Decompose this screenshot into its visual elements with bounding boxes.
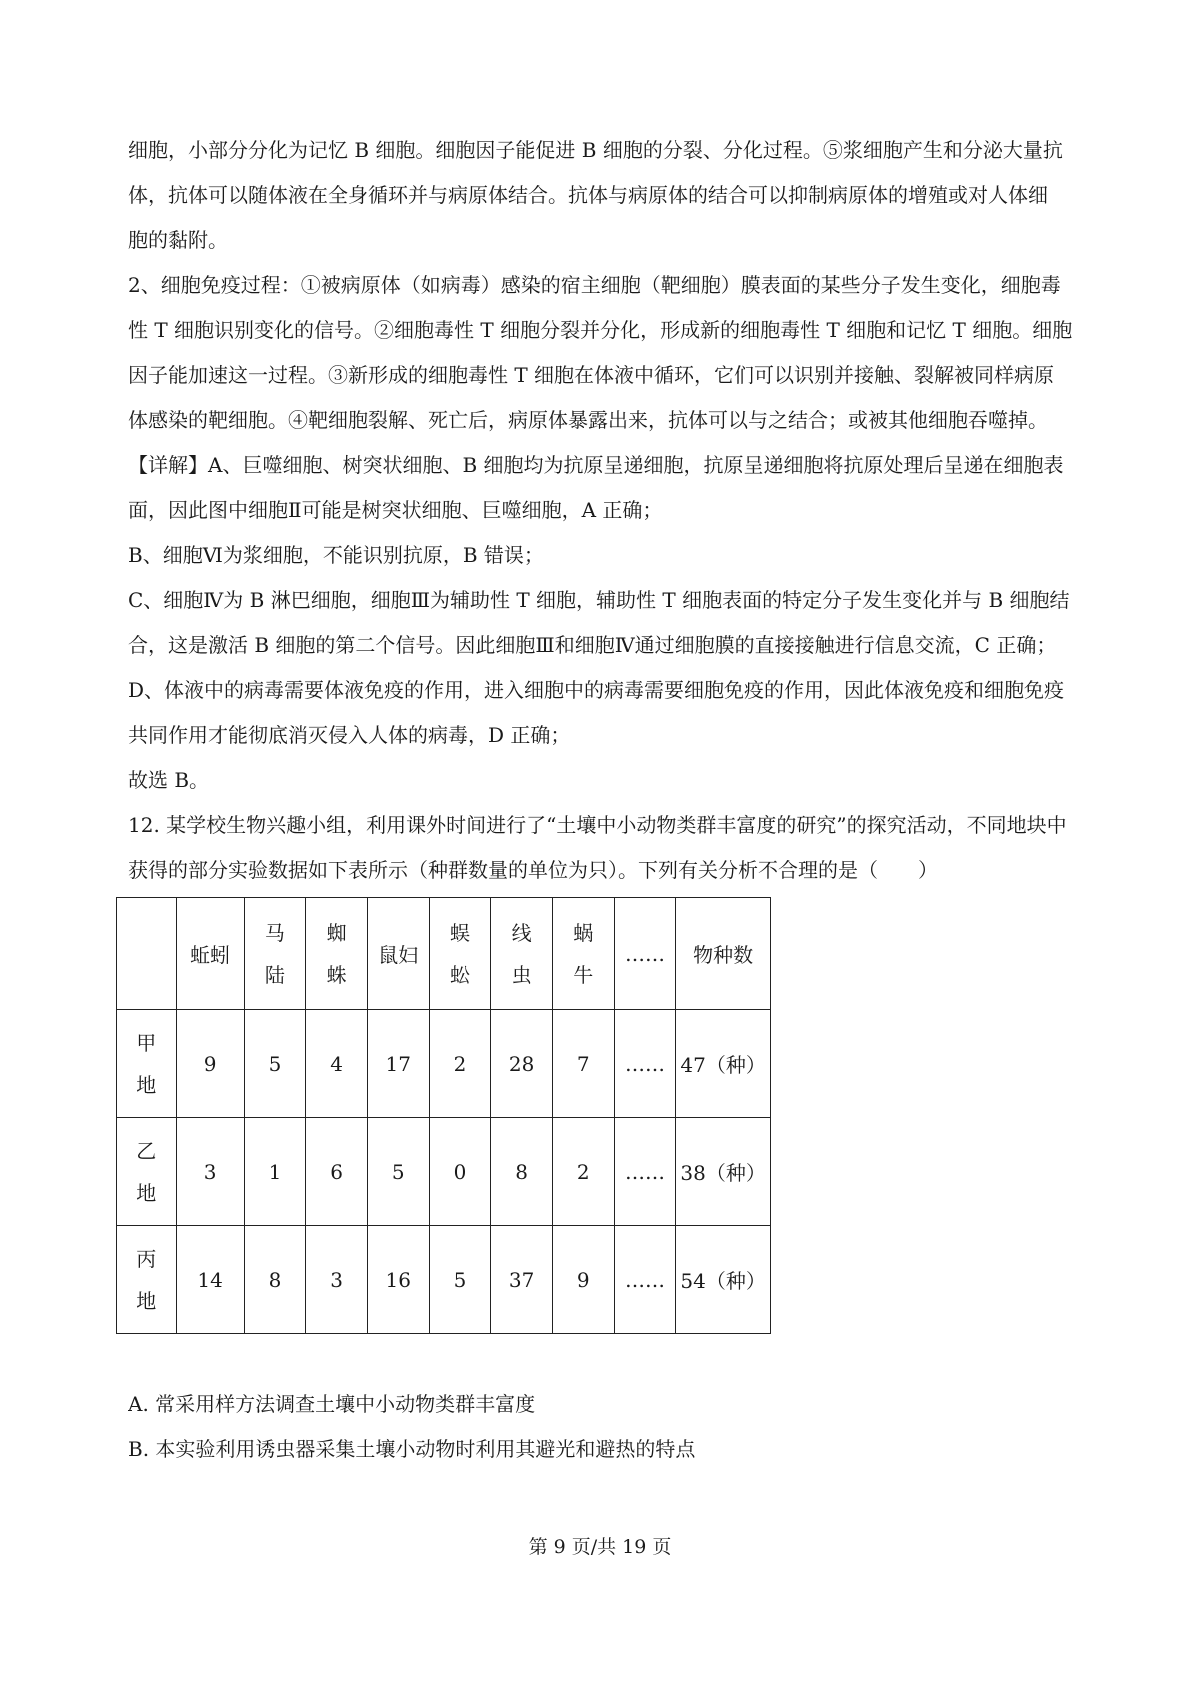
table-header-cell bbox=[429, 898, 491, 1010]
table-cell: 9 bbox=[552, 1226, 614, 1334]
table-row bbox=[117, 1118, 771, 1226]
table-cell: 8 bbox=[244, 1226, 306, 1334]
question-stem-line: 12. 某学校生物兴趣小组，利用课外时间进行了“土壤中小动物类群丰富度的研究”的探究活动，不同地块中 bbox=[128, 813, 1067, 837]
table-header-text: 马陆 bbox=[264, 920, 285, 987]
table-cell: 37 bbox=[491, 1226, 553, 1334]
table-header-cell: 物种数 bbox=[676, 898, 771, 1010]
paragraph-line: 面，因此图中细胞Ⅱ可能是树突状细胞、巨噬细胞，A 正确； bbox=[128, 498, 663, 522]
paragraph-line: 合，这是激活 B 细胞的第二个信号。因此细胞Ⅲ和细胞Ⅳ通过细胞膜的直接接触进行信息交流，C 正确； bbox=[128, 633, 1057, 657]
paragraph-line: 【详解】A、巨噬细胞、树突状细胞、B 细胞均为抗原呈递细胞，抗原呈递细胞将抗原处理后呈递在细胞表 bbox=[128, 453, 1064, 477]
table-cell: 14 bbox=[176, 1226, 244, 1334]
answer-options bbox=[128, 1382, 1088, 1472]
table-row-label bbox=[117, 1010, 177, 1118]
table-row-label bbox=[117, 1226, 177, 1334]
table-header-row bbox=[117, 898, 771, 1010]
table-cell: …… bbox=[614, 1010, 676, 1118]
table-cell: 5 bbox=[429, 1226, 491, 1334]
table-row-label bbox=[117, 1118, 177, 1226]
paragraph-line: C、细胞Ⅳ为 B 淋巴细胞，细胞Ⅲ为辅助性 T 细胞，辅助性 T 细胞表面的特定分子发生变化并与 B 细胞结 bbox=[128, 588, 1070, 612]
table-cell: 3 bbox=[306, 1226, 368, 1334]
table-cell: 8 bbox=[491, 1118, 553, 1226]
page-number-footer: 第 9 页/共 19 页 bbox=[528, 1536, 672, 1558]
table-header-cell: 鼠妇 bbox=[367, 898, 429, 1010]
table-cell: 6 bbox=[306, 1118, 368, 1226]
table-header-text: 蜗牛 bbox=[573, 920, 594, 987]
row-label-text: 丙地 bbox=[136, 1246, 157, 1313]
table-row bbox=[117, 1226, 771, 1334]
table-cell: 16 bbox=[367, 1226, 429, 1334]
table-header-cell bbox=[552, 898, 614, 1010]
table-cell: 28 bbox=[491, 1010, 553, 1118]
table-cell: 4 bbox=[306, 1010, 368, 1118]
table-cell: 54（种） bbox=[676, 1226, 771, 1334]
table-cell: 38（种） bbox=[676, 1118, 771, 1226]
paragraph-line: 细胞，小部分分化为记忆 B 细胞。细胞因子能促进 B 细胞的分裂、分化过程。⑤浆细胞产生和分泌大量抗 bbox=[128, 138, 1063, 162]
table-header-cell: 蚯蚓 bbox=[176, 898, 244, 1010]
paragraph-line: 共同作用才能彻底消灭侵入人体的病毒，D 正确； bbox=[128, 723, 571, 747]
table-cell: 5 bbox=[244, 1010, 306, 1118]
question-stem-line: 获得的部分实验数据如下表所示（种群数量的单位为只）。下列有关分析不合理的是（ ） bbox=[128, 858, 938, 882]
paragraph-line: B、细胞Ⅵ为浆细胞，不能识别抗原，B 错误； bbox=[128, 543, 544, 567]
table-cell: 3 bbox=[176, 1118, 244, 1226]
table-header-text: 线虫 bbox=[511, 920, 532, 987]
table-cell: …… bbox=[614, 1118, 676, 1226]
table-cell: 5 bbox=[367, 1118, 429, 1226]
table-cell: 2 bbox=[429, 1010, 491, 1118]
paragraph-line: 体，抗体可以随体液在全身循环并与病原体结合。抗体与病原体的结合可以抑制病原体的增殖或对人体细 bbox=[128, 183, 1048, 207]
row-label-text: 乙地 bbox=[136, 1138, 157, 1205]
table-header-cell: …… bbox=[614, 898, 676, 1010]
option-b: B. 本实验利用诱虫器采集土壤小动物时利用其避光和避热的特点 bbox=[128, 1437, 696, 1461]
paragraph-line: 因子能加速这一过程。③新形成的细胞毒性 T 细胞在体液中循环，它们可以识别并接触、裂解被同样病原 bbox=[128, 363, 1055, 387]
table-cell: 47（种） bbox=[676, 1010, 771, 1118]
table-header-cell bbox=[244, 898, 306, 1010]
paragraph-line: 故选 B。 bbox=[128, 768, 210, 792]
paragraph-line: 2、细胞免疫过程：①被病原体（如病毒）感染的宿主细胞（靶细胞）膜表面的某些分子发生变化，细胞毒 bbox=[128, 273, 1061, 297]
table-row bbox=[117, 1010, 771, 1118]
table-header-text: 蜈蚣 bbox=[449, 920, 470, 987]
table-header-cell bbox=[491, 898, 553, 1010]
table-header-cell bbox=[306, 898, 368, 1010]
option-a: A. 常采用样方法调查土壤中小动物类群丰富度 bbox=[128, 1392, 536, 1416]
table-header-text: 蜘蛛 bbox=[326, 920, 347, 987]
paragraph-line: D、体液中的病毒需要体液免疫的作用，进入细胞中的病毒需要细胞免疫的作用，因此体液免疫和细胞免疫 bbox=[128, 678, 1065, 702]
paragraph-line: 胞的黏附。 bbox=[128, 228, 228, 252]
table-header-cell bbox=[117, 898, 177, 1010]
row-label-text: 甲地 bbox=[136, 1030, 157, 1097]
table-cell: 2 bbox=[552, 1118, 614, 1226]
table-cell: 17 bbox=[367, 1010, 429, 1118]
page-content bbox=[128, 128, 1088, 1472]
table-cell: 7 bbox=[552, 1010, 614, 1118]
data-table bbox=[116, 897, 771, 1334]
table-cell: 9 bbox=[176, 1010, 244, 1118]
table-cell: 1 bbox=[244, 1118, 306, 1226]
table-cell: 0 bbox=[429, 1118, 491, 1226]
paragraph-line: 性 T 细胞识别变化的信号。②细胞毒性 T 细胞分裂并分化，形成新的细胞毒性 T 细胞和记忆 T 细胞。细胞 bbox=[128, 318, 1073, 342]
paragraph-line: 体感染的靶细胞。④靶细胞裂解、死亡后，病原体暴露出来，抗体可以与之结合；或被其他细胞吞噬掉。 bbox=[128, 408, 1048, 432]
table-cell: …… bbox=[614, 1226, 676, 1334]
